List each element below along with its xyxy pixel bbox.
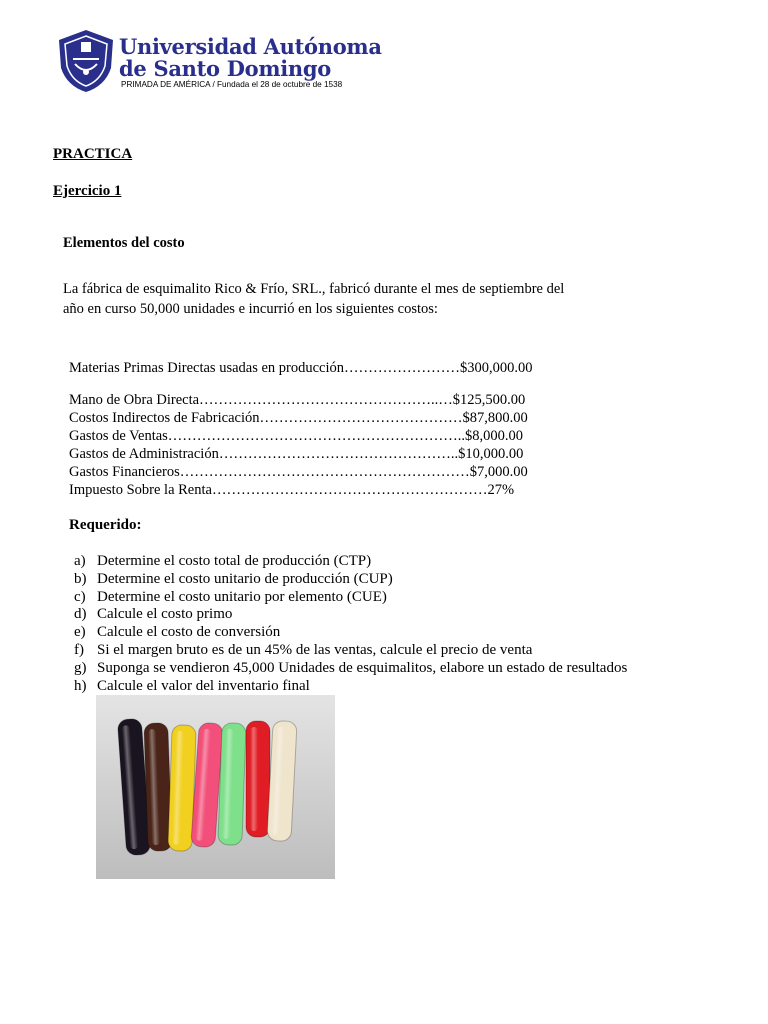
list-item-letter: d) — [74, 606, 87, 623]
list-item-text: Calcule el costo de conversión — [97, 624, 281, 641]
cost-row: Costos Indirectos de Fabricación……………………………………$87,800.00 — [69, 410, 528, 426]
list-item — [74, 553, 627, 571]
cost-row: Gastos de Ventas……………………………………………………..$8,000.00 — [69, 428, 524, 444]
university-subtitle: PRIMADA DE AMÉRICA / Fundada el 28 de octubre de 1538 — [121, 80, 343, 89]
university-seal-icon — [55, 28, 117, 94]
list-item-letter: h) — [74, 677, 87, 694]
intro-line: año en curso 50,000 unidades e incurrió en los siguientes costos: — [63, 301, 438, 317]
list-item — [74, 589, 627, 607]
list-item-letter: a) — [74, 553, 86, 569]
list-item — [74, 642, 627, 660]
section-title: Elementos del costo — [63, 235, 185, 251]
list-item — [74, 606, 627, 624]
university-name-line1: Universidad Autónoma — [119, 34, 382, 59]
cost-row: Gastos de Administración…………………………………………..$10,000.00 — [69, 446, 524, 462]
practice-title: PRACTICA — [53, 146, 133, 162]
cost-row: Mano de Obra Directa…………………………………………..…$125,500.00 — [69, 392, 526, 408]
intro-paragraph — [63, 279, 603, 319]
list-item-text: Calcule el costo primo — [97, 606, 233, 623]
exercise-title: Ejercicio 1 — [53, 183, 122, 199]
list-item — [74, 678, 627, 696]
list-item — [74, 571, 627, 589]
university-header — [55, 28, 382, 96]
list-item-letter: g) — [74, 659, 87, 676]
list-item-letter: e) — [74, 624, 86, 641]
cost-row: Impuesto Sobre la Renta…………………………………………………27% — [69, 482, 515, 498]
required-list — [74, 553, 627, 695]
ice-pop — [246, 721, 270, 837]
list-item-letter: f) — [74, 641, 84, 658]
university-name — [119, 36, 382, 80]
ice-pops-photo — [96, 695, 335, 879]
list-item-text: Suponga se vendieron 45,000 Unidades de esquimalitos, elabore un estado de resultados — [97, 659, 628, 676]
list-item — [74, 660, 627, 678]
list-item-text: Determine el costo unitario de producción (CUP) — [97, 570, 393, 587]
intro-line: La fábrica de esquimalito Rico & Frío, SRL., fabricó durante el mes de septiembre del — [63, 281, 565, 297]
required-title: Requerido: — [69, 517, 142, 533]
list-item-text: Determine el costo unitario por elemento (CUE) — [97, 588, 387, 605]
list-item-letter: c) — [74, 588, 86, 605]
list-item-text: Si el margen bruto es de un 45% de las ventas, calcule el precio de venta — [97, 641, 533, 658]
list-item-text: Determine el costo total de producción (CTP) — [97, 553, 372, 569]
list-item-letter: b) — [74, 570, 87, 587]
list-item — [74, 624, 627, 642]
cost-row: Materias Primas Directas usadas en producción……………………$300,000.00 — [69, 360, 533, 376]
cost-row: Gastos Financieros……………………………………………………$7,000.00 — [69, 464, 528, 480]
list-item-text: Calcule el valor del inventario final — [97, 677, 310, 694]
ice-pop — [218, 723, 246, 846]
university-name-line2: de Santo Domingo — [119, 56, 331, 81]
